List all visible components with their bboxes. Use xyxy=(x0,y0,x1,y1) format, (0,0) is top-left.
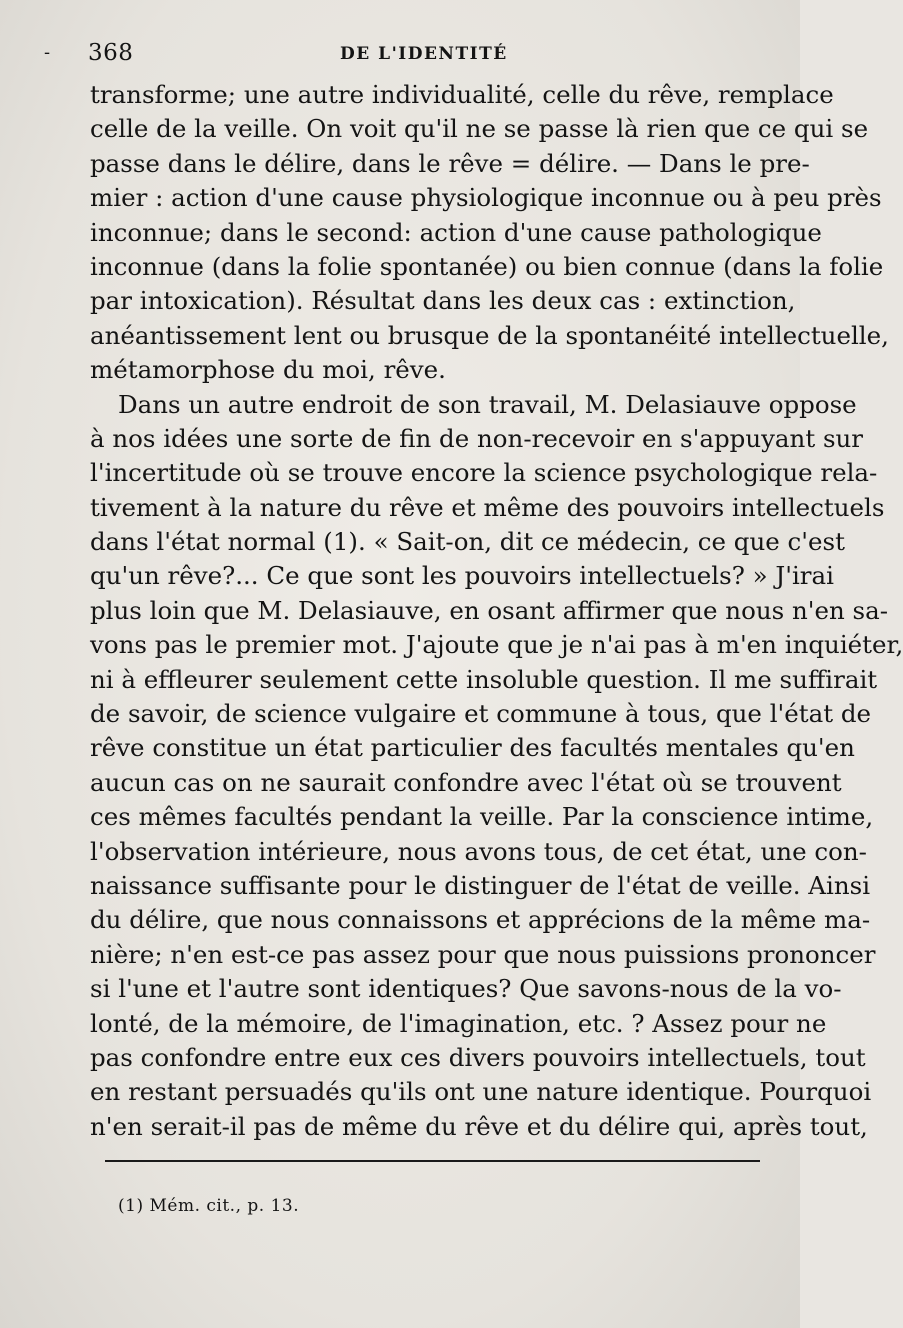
text-line: si l'une et l'autre sont identiques? Que savons-nous de la vo- xyxy=(90,974,842,1004)
running-title: DE L'IDENTITÉ xyxy=(340,44,508,64)
text-line: du délire, que nous connaissons et apprécions de la même ma- xyxy=(90,905,871,935)
text-line: inconnue (dans la folie spontanée) ou bien connue (dans la folie xyxy=(90,251,884,281)
text-line: qu'un rêve?... Ce que sont les pouvoirs intellectuels? » J'irai xyxy=(90,561,834,591)
text-line: Dans un autre endroit de son travail, M. Delasiauve oppose xyxy=(118,389,857,419)
text-line: celle de la veille. On voit qu'il ne se passe là rien que ce qui se xyxy=(90,114,869,144)
text-line: l'incertitude où se trouve encore la science psychologique rela- xyxy=(90,458,878,488)
text-line: dans l'état normal (1). « Sait-on, dit ce médecin, ce que c'est xyxy=(90,527,845,557)
text-line: pas confondre entre eux ces divers pouvoirs intellectuels, tout xyxy=(90,1042,866,1072)
text-line: nière; n'en est-ce pas assez pour que nous puissions prononcer xyxy=(90,939,876,969)
text-line: n'en serait-il pas de même du rêve et du délire qui, après tout, xyxy=(90,1111,868,1141)
text-line: transforme; une autre individualité, celle du rêve, remplace xyxy=(90,80,834,109)
text-line: aucun cas on ne saurait confondre avec l'état où se trouvent xyxy=(90,767,842,797)
text-line: tivement à la nature du rêve et même des pouvoirs intellectuels xyxy=(90,492,885,522)
body-text xyxy=(90,78,903,1144)
text-line: lonté, de la mémoire, de l'imagination, etc. ? Assez pour ne xyxy=(90,1008,827,1038)
footnote: (1) Mém. cit., p. 13. xyxy=(118,1196,300,1216)
text-line: métamorphose du moi, rêve. xyxy=(90,355,446,385)
text-line: de savoir, de science vulgaire et commune à tous, que l'état de xyxy=(90,699,872,729)
text-line: inconnue; dans le second: action d'une cause pathologique xyxy=(90,217,822,247)
text-line: mier : action d'une cause physiologique inconnue ou à peu près xyxy=(90,183,882,213)
text-line: par intoxication). Résultat dans les deux cas : extinction, xyxy=(90,286,796,316)
text-line: plus loin que M. Delasiauve, en osant affirmer que nous n'en sa- xyxy=(90,595,889,625)
text-line: vons pas le premier mot. J'ajoute que je n'ai pas à m'en inquiéter, xyxy=(90,630,903,660)
text-line: ni à effleurer seulement cette insoluble question. Il me suffirait xyxy=(90,664,878,694)
page-header xyxy=(0,38,800,68)
page-number: 368 xyxy=(88,40,134,66)
text-line: anéantissement lent ou brusque de la spontanéité intellectuelle, xyxy=(90,320,889,350)
text-line: passe dans le délire, dans le rêve = délire. — Dans le pre- xyxy=(90,148,810,178)
text-line: rêve constitue un état particulier des facultés mentales qu'en xyxy=(90,733,855,763)
text-line: en restant persuadés qu'ils ont une nature identique. Pourquoi xyxy=(90,1077,872,1107)
text-line: à nos idées une sorte de fin de non-recevoir en s'appuyant sur xyxy=(90,423,864,453)
text-line: ces mêmes facultés pendant la veille. Par la conscience intime, xyxy=(90,802,874,832)
text-line: l'observation intérieure, nous avons tous, de cet état, une con- xyxy=(90,836,867,866)
text-line: naissance suffisante pour le distinguer de l'état de veille. Ainsi xyxy=(90,870,871,900)
footnote-rule xyxy=(105,1160,760,1162)
margin-mark: - xyxy=(44,42,51,63)
